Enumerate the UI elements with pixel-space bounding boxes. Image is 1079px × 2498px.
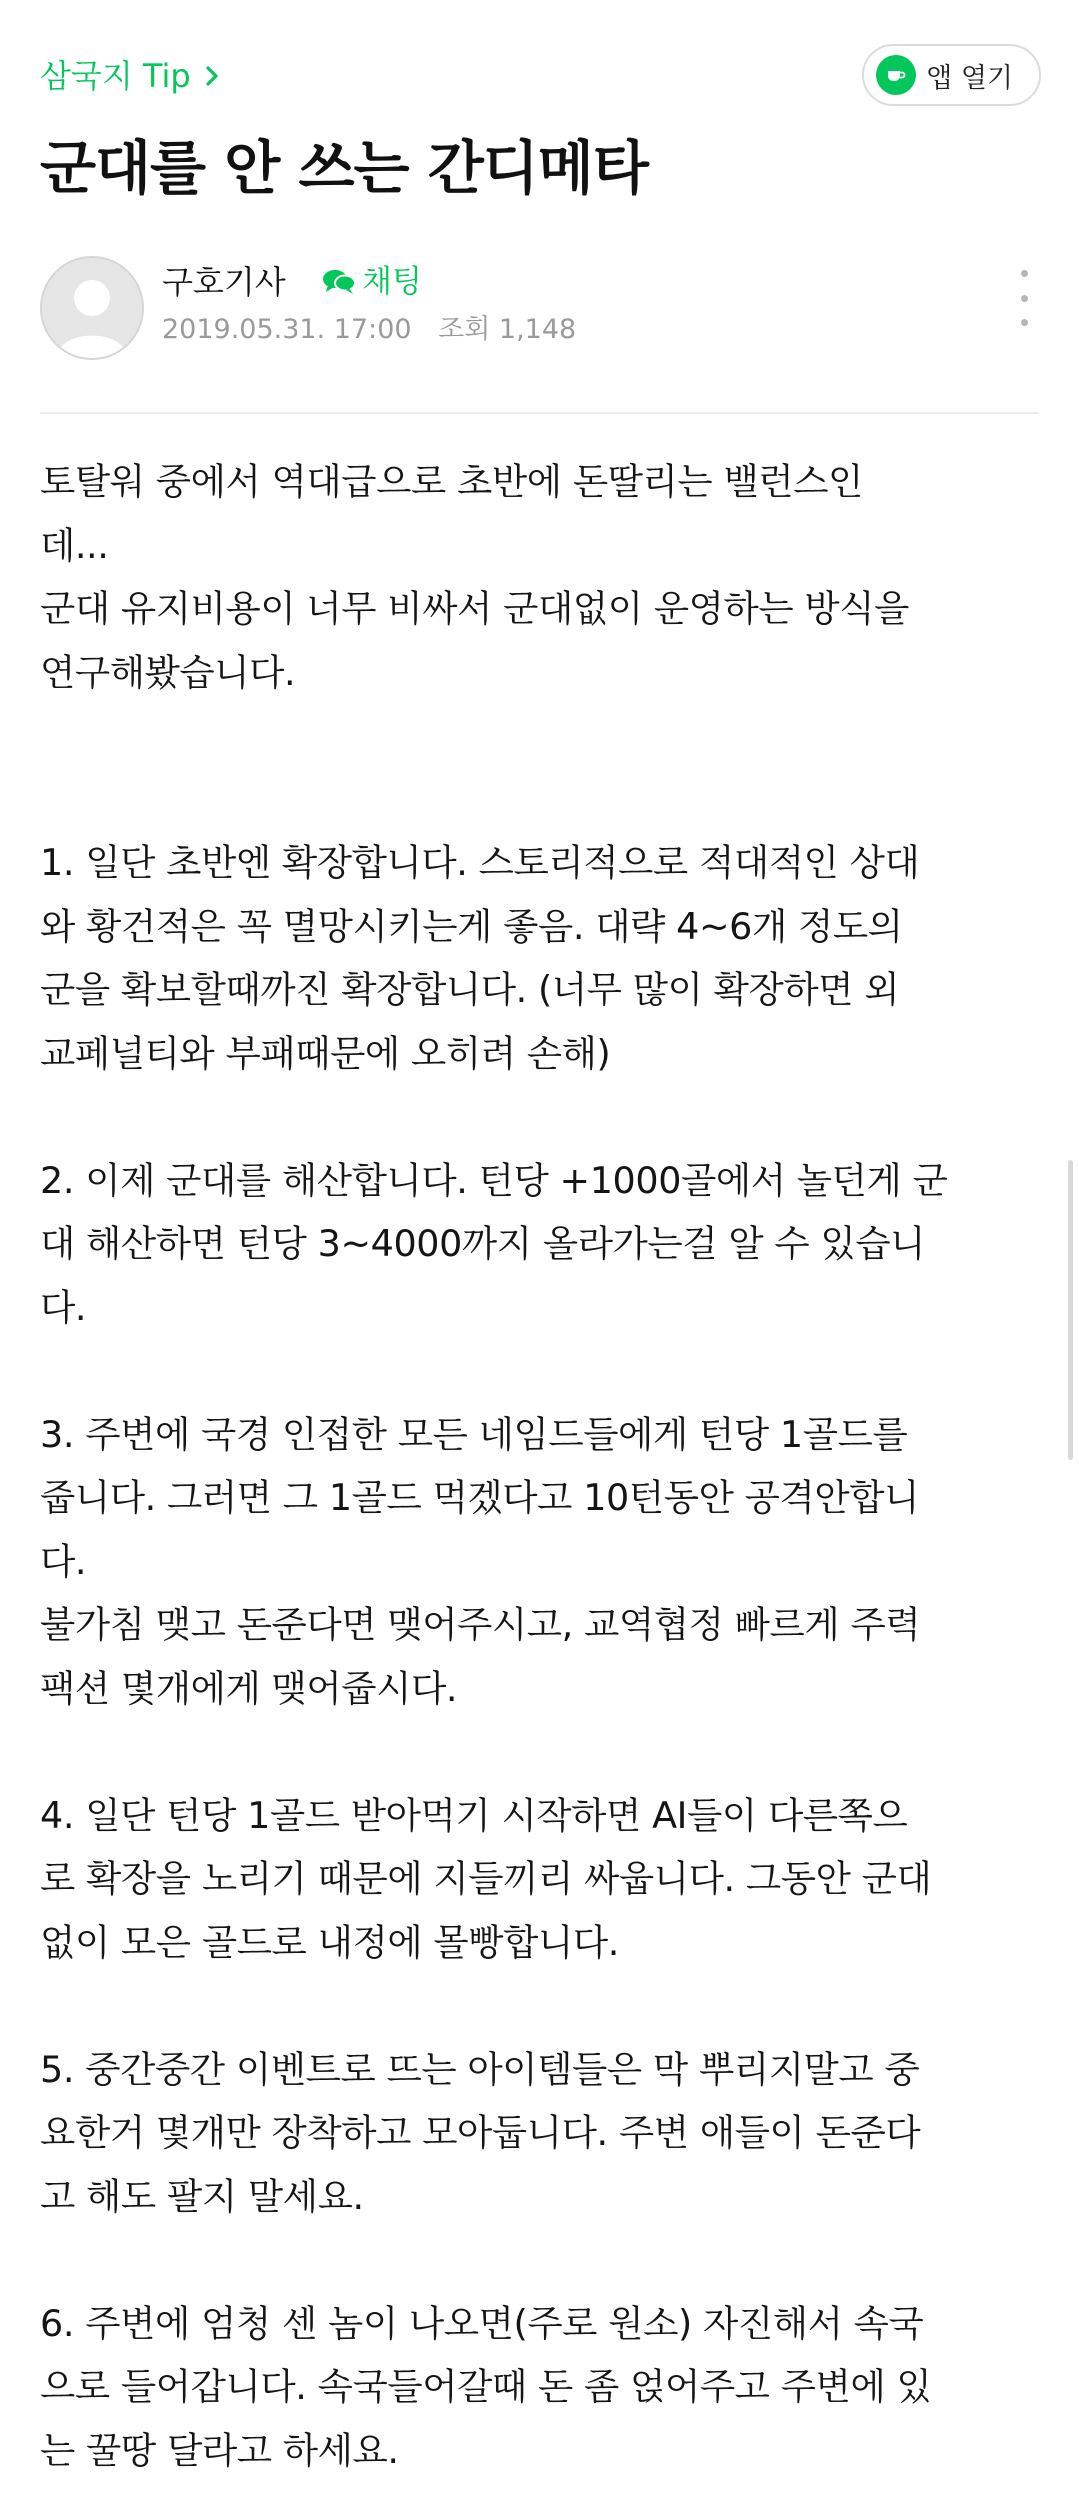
chat-label: 채팅 [362, 264, 422, 300]
article-body [40, 450, 1045, 2482]
post-date: 2019.05.31. 17:00 [162, 314, 412, 345]
author-info [40, 256, 1039, 366]
paragraph: 4. 일단 턴당 1골드 받아먹기 시작하면 AI들이 다른쪽으 로 확장을 노리기 때문에 지들끼리 싸웁니다. 그동안 군대 없이 모은 골드로 내정에 몰빵합니다. [40, 1793, 932, 1964]
scrollbar[interactable] [1068, 1160, 1073, 1460]
chat-button[interactable] [322, 262, 422, 302]
blank-line [40, 768, 1045, 832]
paragraph: 5. 중간중간 이벤트로 뜨는 아이템들은 막 뿌리지말고 중 요한거 몇개만 장착하고 모아둡니다. 주변 애들이 돈준다 고 해도 팔지 말세요. [40, 2047, 921, 2218]
article-title: 군대를 안 쓰는 간디메타 [40, 134, 648, 202]
cafe-menu-label: 삼국지 Tip [40, 57, 191, 95]
header-divider [40, 412, 1039, 414]
top-bar [0, 0, 1079, 140]
blank-line [40, 1339, 1045, 1403]
chevron-right-icon [201, 56, 223, 96]
open-app-button[interactable] [862, 44, 1041, 106]
cafe-menu-link[interactable] [40, 56, 223, 96]
article-meta [162, 312, 576, 348]
blank-line [40, 1720, 1045, 1784]
view-count: 조회 1,148 [438, 314, 577, 345]
blank-line [40, 1085, 1045, 1149]
blank-line [40, 2228, 1045, 2292]
paragraph: 3. 주변에 국경 인접한 모든 네임드들에게 턴당 1골드를 줍니다. 그러면 그 1골드 먹겠다고 10턴동안 공격안합니 다. 불가침 맺고 돈준다면 맺어주시고, 교역협정 빠르게 주력 팩션 몇개에게 맺어줍시다. [40, 1412, 921, 1710]
paragraph: 6. 주변에 엄청 센 놈이 나오면(주로 원소) 자진해서 속국 으로 들어갑니다. 속국들어갈때 돈 좀 얹어주고 주변에 있 는 꿀땅 달라고 하세요. [40, 2301, 932, 2472]
chat-bubbles-icon [322, 267, 356, 297]
blank-line [40, 704, 1045, 768]
more-vertical-icon[interactable] [1009, 270, 1039, 326]
paragraph: 2. 이제 군대를 해산합니다. 턴당 +1000골에서 놀던게 군 대 해산하면 턴당 3~4000까지 올라가는걸 알 수 있습니 다. [40, 1158, 948, 1329]
paragraph: 1. 일단 초반엔 확장합니다. 스토리적으로 적대적인 상대 와 황건적은 꼭 멸망시키는게 좋음. 대략 4~6개 정도의 군을 확보할때까진 확장합니다. (너무 많이 확장하면 외 교페널티와 부패때문에 오히려 손해) [40, 841, 920, 1075]
default-avatar-icon[interactable] [40, 256, 144, 360]
open-app-label: 앱 열기 [926, 62, 1013, 94]
author-name[interactable]: 구호기사 [162, 263, 286, 301]
blank-line [40, 1974, 1045, 2038]
coffee-cup-icon [876, 55, 916, 95]
paragraph: 토탈워 중에서 역대급으로 초반에 돈딸리는 밸런스인 데... 군대 유지비용이 너무 비싸서 군대없이 운영하는 방식을 연구해봤습니다. [40, 460, 909, 694]
